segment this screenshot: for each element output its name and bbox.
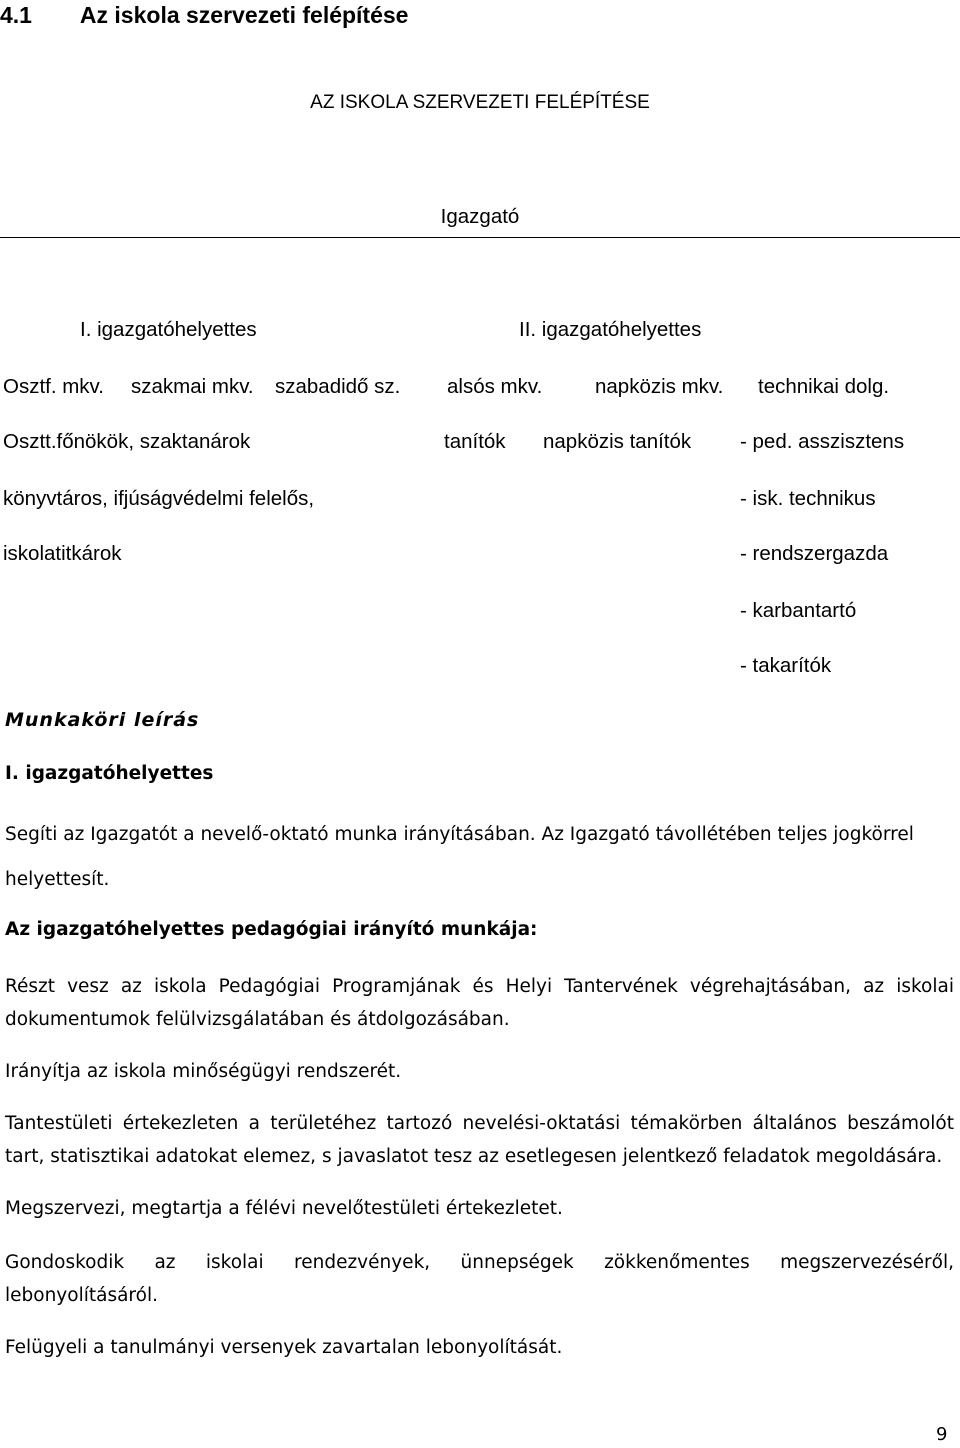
section-heading: [0, 2, 408, 29]
paragraph-1: Részt vesz az iskola Pedagógiai Programjának és Helyi Tantervének végrehajtásában, az iskolai dokumentumok felülvizsgálatában és átdolgozásában.: [5, 976, 954, 1030]
paragraph-6: Felügyeli a tanulmányi versenyek zavartalan lebonyolítását.: [5, 1337, 563, 1358]
paragraph-4: Megszervezi, megtartja a félévi nevelőtestületi értekezletet.: [5, 1198, 563, 1219]
org-row5-right: - rendszergazda: [740, 542, 889, 565]
section-title: Az iskola szervezeti felépítése: [79, 2, 409, 28]
org-deputy-1: I. igazgatóhelyettes: [80, 318, 257, 341]
job-subhead: I. igazgatóhelyettes: [5, 763, 214, 784]
section-number: 4.1: [0, 2, 32, 28]
page-number: 9: [936, 1424, 948, 1445]
paragraph-3: Tantestületi értekezleten a területéhez tartozó nevelési-oktatási témakörben általános beszámolót tart, statisztikai adatokat elemez, s javaslatot tesz az esetlegesen jelentkező feladatok megoldására.: [5, 1113, 954, 1167]
org-group: technikai dolg.: [758, 375, 890, 398]
org-group: szakmai mkv.: [131, 375, 254, 398]
org-row3-mid2: napközis tanítók: [543, 430, 692, 453]
org-caption: AZ ISKOLA SZERVEZETI FELÉPÍTÉSE: [310, 92, 650, 113]
paragraph-5: Gondoskodik az iskolai rendezvények, ünnepségek zökkenőmentes megszervezéséről, lebonyolításáról.: [5, 1252, 954, 1306]
bold-subheading: Az igazgatóhelyettes pedagógiai irányító munkája:: [5, 919, 538, 940]
org-row3-left: Osztt.főnökök, szaktanárok: [3, 430, 251, 453]
org-row7-right: - takarítók: [740, 654, 832, 677]
org-row6-right: - karbantartó: [740, 599, 857, 622]
divider-line: [0, 237, 960, 238]
org-row4-right: - isk. technikus: [740, 487, 876, 510]
org-row3-right: - ped. asszisztens: [740, 430, 905, 453]
job-description-label: Munkaköri leírás: [5, 709, 200, 731]
paragraph-2: Irányítja az iskola minőségügyi rendszerét.: [5, 1061, 402, 1082]
org-group: alsós mkv.: [447, 375, 543, 398]
org-row5-left: iskolatitkárok: [3, 542, 122, 565]
org-row4-left: könyvtáros, ifjúságvédelmi felelős,: [3, 487, 315, 510]
org-deputy-2: II. igazgatóhelyettes: [519, 318, 702, 341]
org-group: szabadidő sz.: [275, 375, 401, 398]
org-group: Osztf. mkv.: [3, 375, 104, 398]
org-group: napközis mkv.: [595, 375, 724, 398]
org-director: Igazgató: [440, 205, 520, 228]
org-row3-mid1: tanítók: [444, 430, 506, 453]
intro-paragraph: Segíti az Igazgatót a nevelő-oktató munka irányításában. Az Igazgató távollétében teljes jogkörrel helyettesít.: [5, 824, 914, 890]
